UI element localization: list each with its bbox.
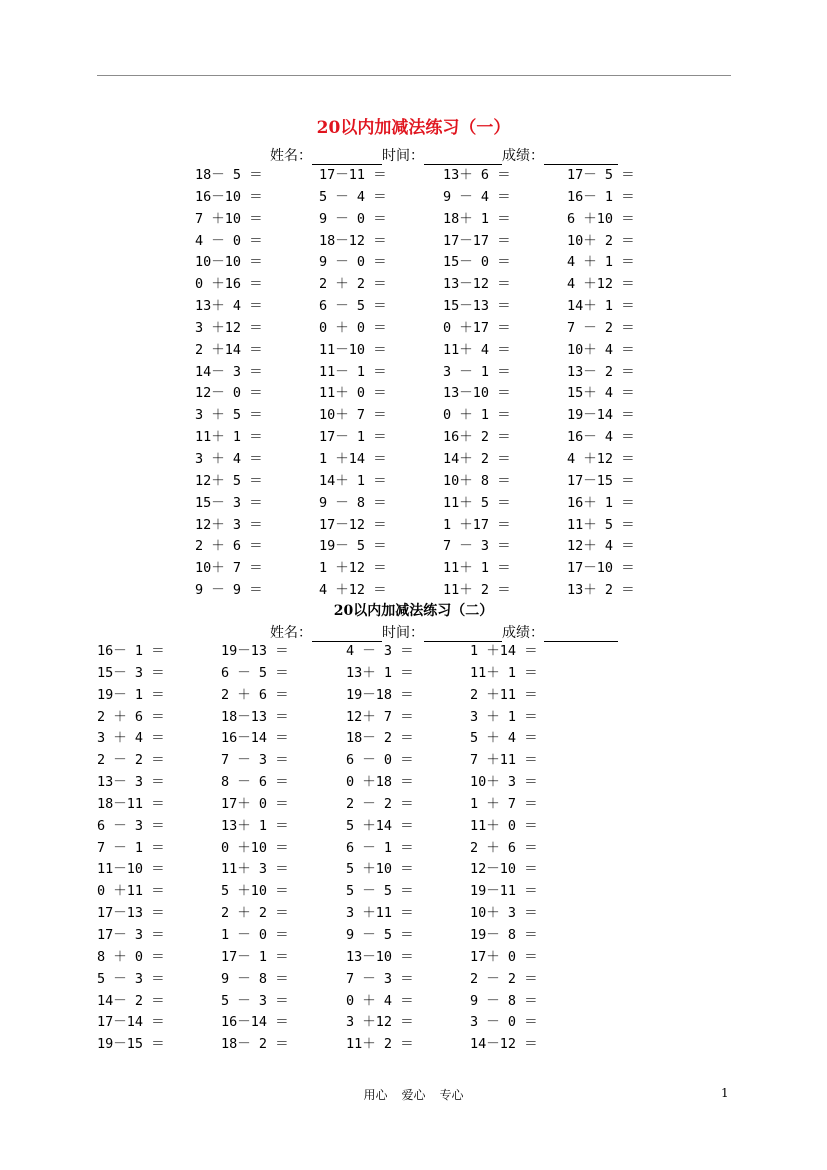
header-rule (97, 75, 731, 76)
math-problem: 11＋ 5 ＝ (567, 516, 635, 533)
footer-item: 爱心 (401, 1088, 426, 1102)
score-label: 成绩： (502, 625, 544, 641)
math-problem: 17－12 ＝ (319, 516, 387, 533)
math-problem: 19－13 ＝ (221, 643, 289, 659)
math-problem: 0 ＋16 ＝ (195, 276, 263, 293)
math-problem: 14＋ 1 ＝ (567, 298, 635, 315)
math-problem: 5 ＋ 4 ＝ (470, 730, 538, 747)
math-problem: 19－11 ＝ (470, 883, 538, 900)
math-problem: 11－ 1 ＝ (319, 363, 387, 380)
math-problem: 10＋ 3 ＝ (470, 905, 538, 922)
math-problem: 0 ＋11 ＝ (97, 883, 165, 900)
math-problem: 6 － 0 ＝ (346, 752, 414, 769)
math-problem: 19－14 ＝ (567, 407, 635, 424)
math-problem: 4 ＋12 ＝ (319, 582, 387, 599)
time-label: 时间： (382, 148, 424, 164)
math-problem: 3 ＋11 ＝ (346, 905, 414, 922)
math-problem: 11＋ 4 ＝ (443, 341, 511, 358)
math-problem: 4 ＋12 ＝ (567, 450, 635, 467)
math-problem: 10＋ 2 ＝ (567, 232, 635, 249)
math-problem: 17－14 ＝ (97, 1014, 165, 1031)
math-problem: 0 ＋18 ＝ (346, 774, 414, 791)
math-problem: 12－ 0 ＝ (195, 385, 263, 402)
name-blank[interactable] (312, 150, 382, 165)
math-problem: 14＋ 2 ＝ (443, 450, 511, 467)
math-problem: 0 ＋10 ＝ (221, 839, 289, 856)
section2-title: 20以内加减法练习（二） (333, 603, 494, 619)
math-problem: 7 － 1 ＝ (97, 839, 165, 856)
math-problem: 6 － 1 ＝ (346, 839, 414, 856)
math-problem: 15－ 0 ＝ (443, 254, 511, 271)
math-problem: 7 － 3 ＝ (346, 970, 414, 987)
math-problem: 5 ＋14 ＝ (346, 817, 414, 834)
score-label: 成绩： (502, 148, 544, 164)
math-problem: 13－10 ＝ (443, 385, 511, 402)
math-problem: 2 － 2 ＝ (346, 795, 414, 812)
math-problem: 2 ＋ 6 ＝ (195, 538, 263, 555)
math-problem: 3 ＋ 5 ＝ (195, 407, 263, 424)
math-problem: 6 ＋10 ＝ (567, 210, 635, 227)
footer-item: 用心 (363, 1088, 388, 1102)
name-label: 姓名： (270, 625, 312, 641)
math-problem: 17－ 3 ＝ (97, 926, 165, 943)
math-problem: 0 ＋ 1 ＝ (443, 407, 511, 424)
math-problem: 13＋ 2 ＝ (567, 582, 635, 599)
math-problem: 12＋ 3 ＝ (195, 516, 263, 533)
math-problem: 8 － 6 ＝ (221, 774, 289, 791)
math-problem: 13－ 3 ＝ (97, 774, 165, 791)
math-problem: 17－10 ＝ (567, 560, 635, 577)
math-problem: 16＋ 2 ＝ (443, 429, 511, 446)
math-problem: 14－12 ＝ (470, 1036, 538, 1053)
math-problem: 18－ 2 ＝ (346, 730, 414, 747)
math-problem: 19－15 ＝ (97, 1036, 165, 1053)
math-problem: 11＋ 1 ＝ (443, 560, 511, 577)
problem-column (443, 165, 511, 602)
math-problem: 1 ＋ 7 ＝ (470, 795, 538, 812)
math-problem: 9 － 5 ＝ (346, 926, 414, 943)
math-problem: 13－ 2 ＝ (567, 363, 635, 380)
problem-column (97, 641, 165, 1056)
problem-column (221, 641, 289, 1056)
math-problem: 14＋ 1 ＝ (319, 472, 387, 489)
math-problem: 18－ 5 ＝ (195, 167, 263, 183)
math-problem: 2 ＋ 2 ＝ (319, 276, 387, 293)
score-blank[interactable] (544, 627, 618, 642)
math-problem: 3 ＋ 4 ＝ (195, 450, 263, 467)
math-problem: 5 ＋10 ＝ (346, 861, 414, 878)
math-problem: 17－11 ＝ (319, 167, 387, 183)
math-problem: 9 － 8 ＝ (319, 494, 387, 511)
math-problem: 19－18 ＝ (346, 686, 414, 703)
math-problem: 9 － 9 ＝ (195, 582, 263, 599)
math-problem: 7 － 3 ＝ (443, 538, 511, 555)
math-problem: 10＋ 8 ＝ (443, 472, 511, 489)
math-problem: 15－ 3 ＝ (97, 664, 165, 681)
math-problem: 11－10 ＝ (319, 341, 387, 358)
math-problem: 7 － 3 ＝ (221, 752, 289, 769)
math-problem: 12－10 ＝ (470, 861, 538, 878)
page-number: 1 (721, 1086, 729, 1100)
name-label: 姓名： (270, 148, 312, 164)
math-problem: 18－13 ＝ (221, 708, 289, 725)
math-problem: 16－10 ＝ (195, 188, 263, 205)
math-problem: 4 ＋12 ＝ (567, 276, 635, 293)
math-problem: 16－ 1 ＝ (567, 188, 635, 205)
math-problem: 3 － 1 ＝ (443, 363, 511, 380)
math-problem: 17－17 ＝ (443, 232, 511, 249)
math-problem: 1 ＋17 ＝ (443, 516, 511, 533)
time-blank[interactable] (424, 627, 502, 642)
math-problem: 10＋ 3 ＝ (470, 774, 538, 791)
time-label: 时间： (382, 625, 424, 641)
math-problem: 1 ＋14 ＝ (319, 450, 387, 467)
problem-column (319, 165, 387, 602)
math-problem: 9 － 8 ＝ (470, 992, 538, 1009)
math-problem: 16＋ 1 ＝ (567, 494, 635, 511)
math-problem: 14－ 2 ＝ (97, 992, 165, 1009)
math-problem: 5 － 5 ＝ (346, 883, 414, 900)
math-problem: 18－ 2 ＝ (221, 1036, 289, 1053)
math-problem: 19－ 1 ＝ (97, 686, 165, 703)
math-problem: 17－ 1 ＝ (319, 429, 387, 446)
math-problem: 13＋ 6 ＝ (443, 167, 511, 183)
math-problem: 13－12 ＝ (443, 276, 511, 293)
math-problem: 15＋ 4 ＝ (567, 385, 635, 402)
math-problem: 6 － 5 ＝ (319, 298, 387, 315)
math-problem: 9 － 4 ＝ (443, 188, 511, 205)
problem-column (195, 165, 263, 602)
math-problem: 11＋ 1 ＝ (195, 429, 263, 446)
math-problem: 11＋ 1 ＝ (470, 664, 538, 681)
math-problem: 6 － 3 ＝ (97, 817, 165, 834)
math-problem: 11＋ 0 ＝ (470, 817, 538, 834)
math-problem: 13－10 ＝ (346, 948, 414, 965)
problem-column (470, 641, 538, 1056)
math-problem: 12＋ 5 ＝ (195, 472, 263, 489)
math-problem: 10＋ 7 ＝ (319, 407, 387, 424)
math-problem: 2 － 2 ＝ (470, 970, 538, 987)
section1-title: 20以内加减法练习（一） (316, 118, 511, 138)
math-problem: 11＋ 2 ＝ (346, 1036, 414, 1053)
math-problem: 2 ＋14 ＝ (195, 341, 263, 358)
math-problem: 17－ 5 ＝ (567, 167, 635, 183)
math-problem: 13＋ 1 ＝ (221, 817, 289, 834)
math-problem: 0 ＋ 4 ＝ (346, 992, 414, 1009)
math-problem: 10＋ 7 ＝ (195, 560, 263, 577)
section2-info-line (270, 622, 618, 640)
math-problem: 13＋ 4 ＝ (195, 298, 263, 315)
math-problem: 9 － 0 ＝ (319, 210, 387, 227)
math-problem: 16－ 1 ＝ (97, 643, 165, 659)
math-problem: 7 ＋10 ＝ (195, 210, 263, 227)
math-problem: 18＋ 1 ＝ (443, 210, 511, 227)
math-problem: 4 － 0 ＝ (195, 232, 263, 249)
math-problem: 3 ＋12 ＝ (346, 1014, 414, 1031)
math-problem: 13＋ 1 ＝ (346, 664, 414, 681)
math-problem: 1 － 0 ＝ (221, 926, 289, 943)
math-problem: 0 ＋17 ＝ (443, 319, 511, 336)
math-problem: 7 ＋11 ＝ (470, 752, 538, 769)
math-problem: 11＋ 5 ＝ (443, 494, 511, 511)
score-blank[interactable] (544, 150, 618, 165)
math-problem: 4 － 3 ＝ (346, 643, 414, 659)
math-problem: 16－ 4 ＝ (567, 429, 635, 446)
math-problem: 17－15 ＝ (567, 472, 635, 489)
math-problem: 2 ＋11 ＝ (470, 686, 538, 703)
math-problem: 0 ＋ 0 ＝ (319, 319, 387, 336)
math-problem: 9 － 8 ＝ (221, 970, 289, 987)
math-problem: 2 ＋ 6 ＝ (470, 839, 538, 856)
math-problem: 17－13 ＝ (97, 905, 165, 922)
math-problem: 18－12 ＝ (319, 232, 387, 249)
math-problem: 2 ＋ 6 ＝ (221, 686, 289, 703)
math-problem: 18－11 ＝ (97, 795, 165, 812)
math-problem: 16－14 ＝ (221, 1014, 289, 1031)
math-problem: 17－ 1 ＝ (221, 948, 289, 965)
math-problem: 15－ 3 ＝ (195, 494, 263, 511)
math-problem: 1 ＋14 ＝ (470, 643, 538, 659)
math-problem: 19－ 5 ＝ (319, 538, 387, 555)
math-problem: 11＋ 0 ＝ (319, 385, 387, 402)
math-problem: 4 ＋ 1 ＝ (567, 254, 635, 271)
math-problem: 5 ＋10 ＝ (221, 883, 289, 900)
math-problem: 7 － 2 ＝ (567, 319, 635, 336)
problem-column (567, 165, 635, 602)
math-problem: 11＋ 2 ＝ (443, 582, 511, 599)
time-blank[interactable] (424, 150, 502, 165)
math-problem: 3 ＋12 ＝ (195, 319, 263, 336)
math-problem: 2 ＋ 2 ＝ (221, 905, 289, 922)
math-problem: 17＋ 0 ＝ (470, 948, 538, 965)
math-problem: 5 － 3 ＝ (221, 992, 289, 1009)
math-problem: 8 ＋ 0 ＝ (97, 948, 165, 965)
math-problem: 10＋ 4 ＝ (567, 341, 635, 358)
math-problem: 3 － 0 ＝ (470, 1014, 538, 1031)
footer (0, 1086, 827, 1103)
math-problem: 3 ＋ 1 ＝ (470, 708, 538, 725)
math-problem: 5 － 4 ＝ (319, 188, 387, 205)
math-problem: 15－13 ＝ (443, 298, 511, 315)
math-problem: 2 － 2 ＝ (97, 752, 165, 769)
name-blank[interactable] (312, 627, 382, 642)
math-problem: 11－10 ＝ (97, 861, 165, 878)
math-problem: 2 ＋ 6 ＝ (97, 708, 165, 725)
math-problem: 19－ 8 ＝ (470, 926, 538, 943)
math-problem: 11＋ 3 ＝ (221, 861, 289, 878)
footer-item: 专心 (439, 1088, 464, 1102)
math-problem: 12＋ 4 ＝ (567, 538, 635, 555)
section1-info-line (270, 145, 618, 163)
math-problem: 17＋ 0 ＝ (221, 795, 289, 812)
math-problem: 5 － 3 ＝ (97, 970, 165, 987)
math-problem: 16－14 ＝ (221, 730, 289, 747)
math-problem: 12＋ 7 ＝ (346, 708, 414, 725)
problem-column (346, 641, 414, 1056)
math-problem: 6 － 5 ＝ (221, 664, 289, 681)
math-problem: 3 ＋ 4 ＝ (97, 730, 165, 747)
math-problem: 1 ＋12 ＝ (319, 560, 387, 577)
math-problem: 9 － 0 ＝ (319, 254, 387, 271)
math-problem: 10－10 ＝ (195, 254, 263, 271)
math-problem: 14－ 3 ＝ (195, 363, 263, 380)
